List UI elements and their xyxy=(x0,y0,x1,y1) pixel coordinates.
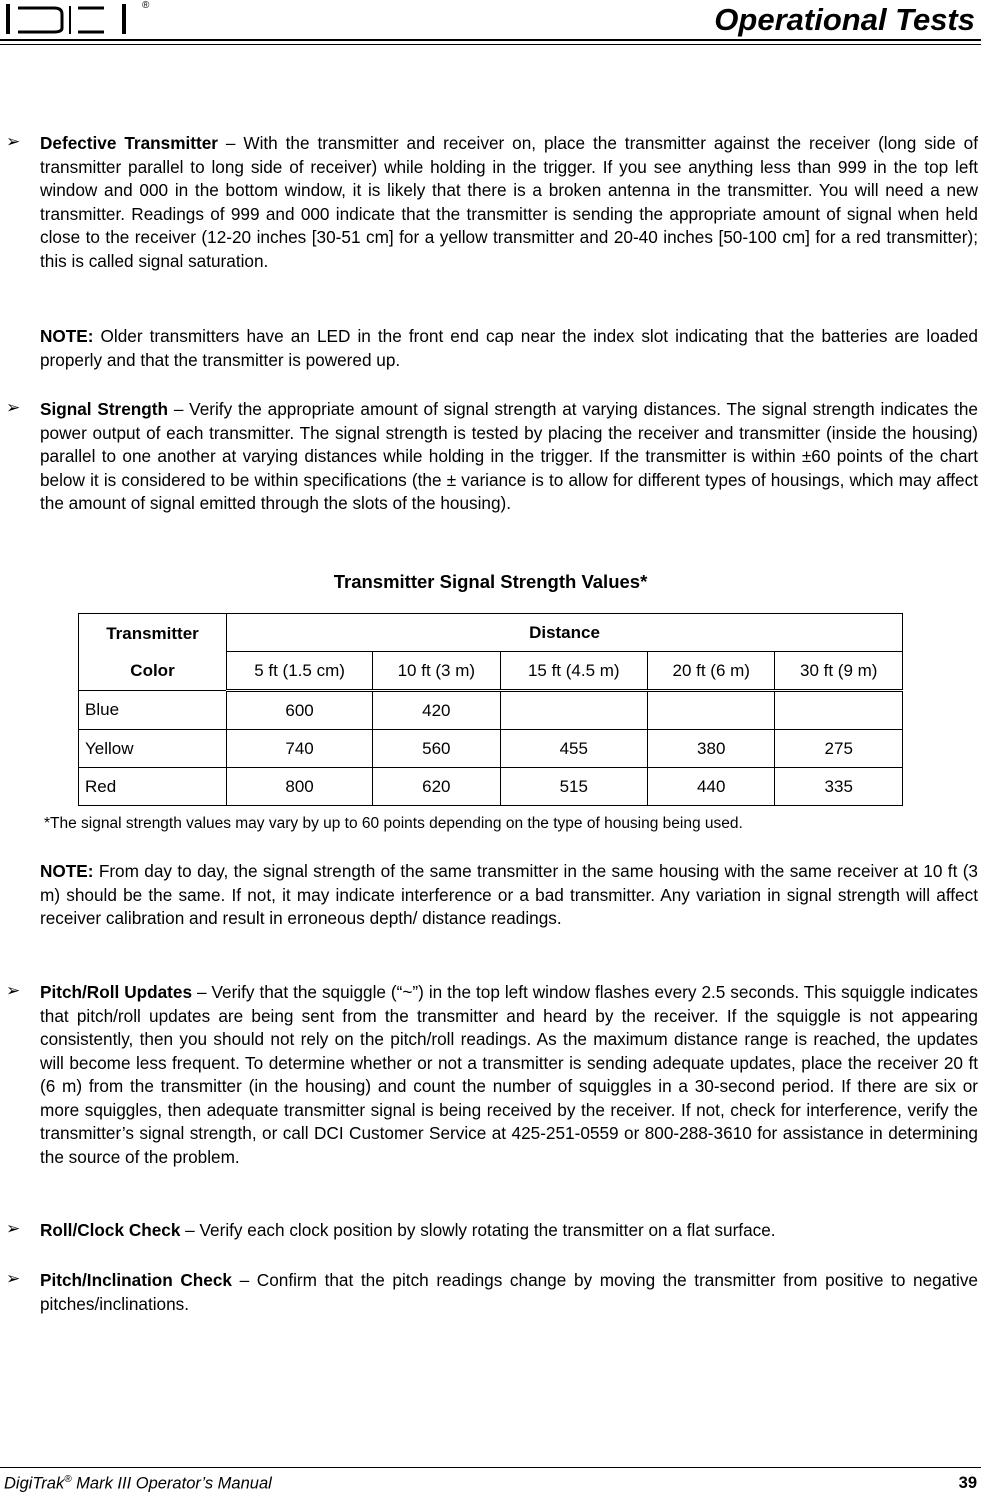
header-color: Color xyxy=(130,661,175,680)
arrow-bullet-icon: ➢ xyxy=(6,981,21,1000)
note-led-paragraph xyxy=(40,325,978,372)
table-row xyxy=(79,730,903,768)
note-label: NOTE: xyxy=(40,861,94,881)
page-title: Operational Tests xyxy=(714,2,975,37)
distance-header: Distance xyxy=(227,614,903,652)
signal-strength-paragraph xyxy=(40,398,978,516)
defective-transmitter-paragraph xyxy=(40,132,978,273)
footer-rule xyxy=(0,1467,981,1468)
cell-value: 515 xyxy=(500,768,647,806)
cell-value: 440 xyxy=(648,768,775,806)
note-consistency-paragraph xyxy=(40,860,978,931)
dci-logo xyxy=(4,0,142,38)
roll-clock-paragraph xyxy=(40,1219,978,1243)
manual-prefix: DigiTrak xyxy=(4,1474,65,1493)
table-row xyxy=(79,768,903,806)
defective-transmitter-text: – With the transmitter and receiver on, place the transmitter against the receiver (long side of transmitter parallel to long side of receiver) while holding in the trigger. If you see anything less than 999 in the top left window and 000 in the bottom window, it is likely that there is a broken antenna in the transmitter. You will need a new transmitter. Readings of 999 and 000 indicate that the transmitter is sending the appropriate amount of signal when held close to the receiver (12-20 inches [30-51 cm] for a yellow transmitter and 20-40 inches [50-100 cm] for a red transmitter); this is called signal saturation. xyxy=(40,133,978,271)
row-color: Red xyxy=(79,768,227,806)
pitch-inclination-label: Pitch/Inclination Check xyxy=(40,1270,232,1290)
registered-mark: ® xyxy=(64,1474,72,1485)
page-header xyxy=(0,0,981,48)
cell-value: 560 xyxy=(373,730,500,768)
table-row xyxy=(79,691,903,730)
arrow-bullet-icon: ➢ xyxy=(6,1219,21,1238)
signal-strength-text: – Verify the appropriate amount of signal strength at varying distances. The signal strength indicates the power output of each transmitter. The signal strength is tested by placing the receiver and transmitter (inside the housing) parallel to one another at varying distances while holding in the trigger. If the transmitter is within ±60 points of the chart below it is considered to be within specifications (the ± variance is to allow for different types of housings, which may affect the amount of signal emitted through the slots of the housing). xyxy=(40,399,978,513)
table-footnote: *The signal strength values may vary by up to 60 points depending on the type of housing being used. xyxy=(44,815,743,832)
distance-col: 10 ft (3 m) xyxy=(373,652,500,691)
pitch-inclination-text: – Confirm that the pitch readings change by moving the transmitter from positive to negative pitches/inclinations. xyxy=(40,1270,978,1314)
cell-value: 600 xyxy=(227,691,373,730)
pitch-roll-label: Pitch/Roll Updates xyxy=(40,982,193,1002)
distance-col: 5 ft (1.5 cm) xyxy=(227,652,373,691)
arrow-bullet-icon: ➢ xyxy=(6,1269,21,1288)
roll-clock-text: – Verify each clock position by slowly rotating the transmitter on a flat surface. xyxy=(180,1220,776,1240)
note-label: NOTE: xyxy=(40,326,94,346)
arrow-bullet-icon: ➢ xyxy=(6,398,21,417)
cell-value: 380 xyxy=(648,730,775,768)
header-rule xyxy=(0,39,981,41)
distance-col: 30 ft (9 m) xyxy=(775,652,903,691)
cell-value xyxy=(775,691,903,730)
pitch-inclination-paragraph xyxy=(40,1269,978,1316)
distance-col: 15 ft (4.5 m) xyxy=(500,652,647,691)
signal-strength-table xyxy=(78,613,903,806)
page-number: 39 xyxy=(958,1474,977,1492)
row-color: Yellow xyxy=(79,730,227,768)
cell-value: 275 xyxy=(775,730,903,768)
arrow-bullet-icon: ➢ xyxy=(6,132,21,151)
defective-transmitter-label: Defective Transmitter xyxy=(40,133,218,153)
row-color: Blue xyxy=(79,691,227,730)
pitch-roll-text: – Verify that the squiggle (“~”) in the top left window flashes every 2.5 seconds. This squiggle indicates that pitch/roll updates are being sent from the transmitter and heard by the receiver. If the squiggle is not appearing consistently, then you should not rely on the pitch/roll readings. As the maximum distance range is reached, the updates will become less frequent. To determine whether or not a transmitter is sending adequate updates, place the receiver 20 ft (6 m) from the transmitter (in the housing) and count the number of squiggles in a 30-second period. If there are six or more squiggles, then adequate transmitter signal is being received by the receiver. If not, check for interference, verify the transmitter’s signal strength, or call DCI Customer Service at 425-251-0559 or 800-288-3610 for assistance in determining the source of the problem. xyxy=(40,982,978,1167)
cell-value: 420 xyxy=(373,691,500,730)
cell-value xyxy=(648,691,775,730)
pitch-roll-paragraph xyxy=(40,981,978,1169)
cell-value: 740 xyxy=(227,730,373,768)
table-title: Transmitter Signal Strength Values* xyxy=(333,571,648,592)
cell-value: 335 xyxy=(775,768,903,806)
manual-suffix: Mark III Operator’s Manual xyxy=(71,1474,272,1493)
signal-strength-label: Signal Strength xyxy=(40,399,169,419)
cell-value: 620 xyxy=(373,768,500,806)
distance-col: 20 ft (6 m) xyxy=(648,652,775,691)
manual-title xyxy=(4,1474,272,1494)
table-header-row xyxy=(79,614,903,652)
roll-clock-label: Roll/Clock Check xyxy=(40,1220,181,1240)
header-rule-thin xyxy=(0,44,981,45)
header-transmitter: Transmitter xyxy=(106,624,199,643)
registered-mark: ® xyxy=(142,0,150,11)
cell-value: 455 xyxy=(500,730,647,768)
cell-value: 800 xyxy=(227,768,373,806)
note-led-text: Older transmitters have an LED in the front end cap near the index slot indicating that the batteries are loaded properly and that the transmitter is powered up. xyxy=(40,326,978,370)
note-consistency-text: From day to day, the signal strength of the same transmitter in the same housing with the same receiver at 10 ft (3 m) should be the same. If not, it may indicate interference or a bad transmitter. Any variation in signal strength will affect receiver calibration and result in erroneous depth/ distance readings. xyxy=(40,861,978,928)
transmitter-color-header xyxy=(79,614,227,691)
cell-value xyxy=(500,691,647,730)
